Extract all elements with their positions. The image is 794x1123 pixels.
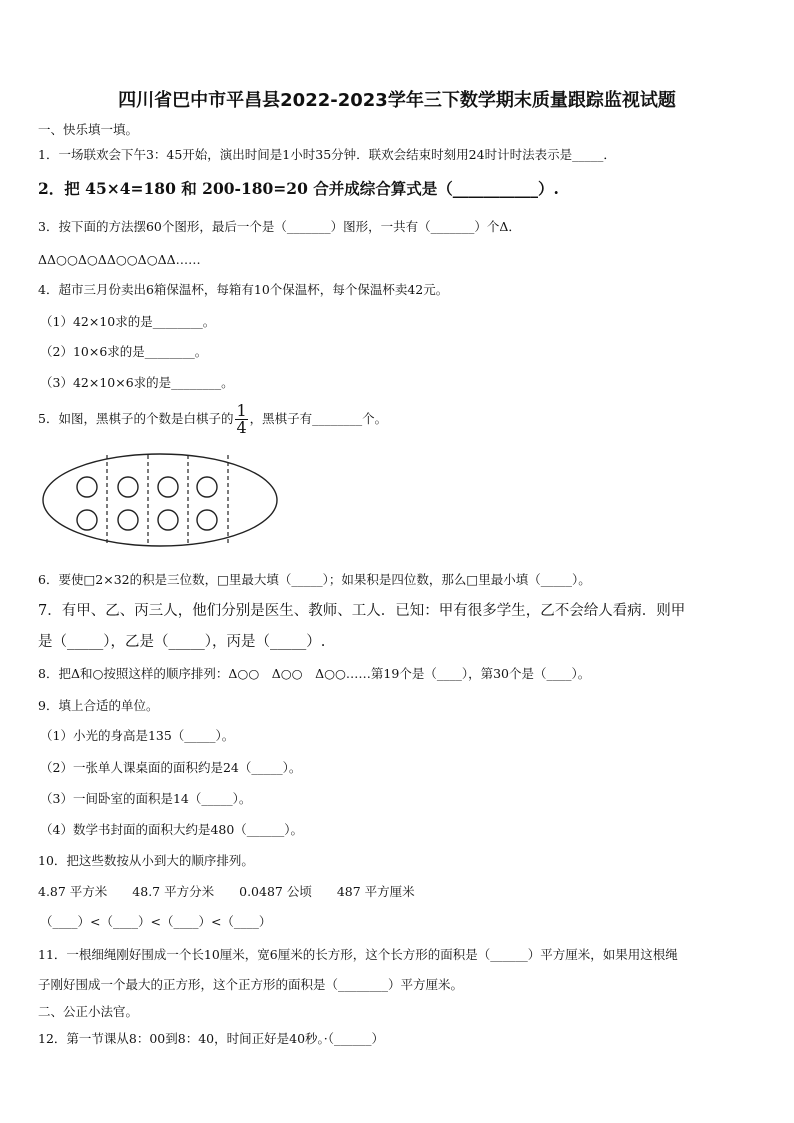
- question-4-part-3: （3）42×10×6求的是________。: [40, 375, 234, 390]
- chess-piece-circle: [158, 510, 178, 530]
- chess-piece-circle: [158, 477, 178, 497]
- chess-piece-circle: [197, 477, 217, 497]
- question-2: 2．把 45×4=180 和 200-180=20 合并成综合算式是（___________）.: [38, 179, 559, 198]
- chess-piece-circle: [77, 477, 97, 497]
- question-4: 4．超市三月份卖出6箱保温杯，每箱有10个保温杯，每个保温杯卖42元。: [38, 282, 449, 297]
- chess-pieces-figure: [40, 450, 280, 550]
- fraction-denominator: 4: [236, 418, 247, 437]
- question-11-line-2: 子刚好围成一个最大的正方形，这个正方形的面积是（________）平方厘米。: [38, 977, 464, 992]
- question-5: [38, 402, 762, 436]
- question-3-pattern: ΔΔ○○Δ○ΔΔ○○Δ○ΔΔ……: [38, 252, 201, 267]
- question-9-part-1: （1）小光的身高是135（_____）。: [40, 728, 235, 743]
- question-10-answer-blanks: （____）<（____）<（____）<（____）: [40, 914, 272, 929]
- question-1: 1．一场联欢会下午3：45开始，演出时间是1小时35分钟．联欢会结束时刻用24时计时法表示是_____．: [38, 147, 616, 162]
- question-9: 9．填上合适的单位。: [38, 698, 159, 713]
- question-5-text-before: 5．如图，黑棋子的个数是白棋子的: [38, 411, 234, 426]
- question-5-text-after: ，黑棋子有________个。: [249, 411, 388, 426]
- question-11-line-1: 11．一根细绳刚好围成一个长10厘米，宽6厘米的长方形，这个长方形的面积是（______）平方厘米，如果用这根绳: [38, 947, 678, 962]
- question-4-part-2: （2）10×6求的是________。: [40, 344, 208, 359]
- chess-piece-circle: [77, 510, 97, 530]
- question-9-part-3: （3）一间卧室的面积是14（_____）。: [40, 791, 252, 806]
- section-heading-2: 二、公正小法官。: [38, 1004, 139, 1019]
- fraction-one-quarter: [235, 403, 247, 436]
- question-7-line-2: 是（_____），乙是（_____），丙是（_____）.: [38, 634, 326, 650]
- question-4-part-1: （1）42×10求的是________。: [40, 314, 216, 329]
- question-8: 8．把Δ和○按照这样的顺序排列：Δ○○ Δ○○ Δ○○……第19个是（____），第30个是（____）。: [38, 666, 591, 681]
- question-9-part-2: （2）一张单人课桌面的面积约是24（_____）。: [40, 760, 302, 775]
- question-3: 3．按下面的方法摆60个图形，最后一个是（_______）图形，一共有（_______）个Δ．: [38, 219, 521, 234]
- question-12: 12．第一节课从8：00到8：40，时间正好是40秒。·（______）: [38, 1031, 385, 1046]
- chess-piece-circle: [118, 510, 138, 530]
- chess-piece-circle: [197, 510, 217, 530]
- question-10: 10．把这些数按从小到大的顺序排列。: [38, 853, 254, 868]
- fraction-numerator: 1: [236, 401, 247, 420]
- page-title: 四川省巴中市平昌县2022-2023学年三下数学期末质量跟踪监视试题: [118, 90, 676, 111]
- question-7-line-1: 7．有甲、乙、丙三人，他们分别是医生、教师、工人．已知：甲有很多学生，乙不会给人看病．则甲: [38, 603, 686, 619]
- section-heading-1: 一、快乐填一填。: [38, 122, 139, 137]
- question-10-numbers: 4.87 平方米 48.7 平方分米 0.0487 公顷 487 平方厘米: [38, 884, 415, 899]
- chess-piece-circle: [118, 477, 138, 497]
- oval-outline: [43, 454, 277, 546]
- question-6: 6．要使□2×32的积是三位数，□里最大填（_____）；如果积是四位数，那么□里最小填（_____）。: [38, 572, 591, 587]
- question-9-part-4: （4）数学书封面的面积大约是480（______）。: [40, 822, 304, 837]
